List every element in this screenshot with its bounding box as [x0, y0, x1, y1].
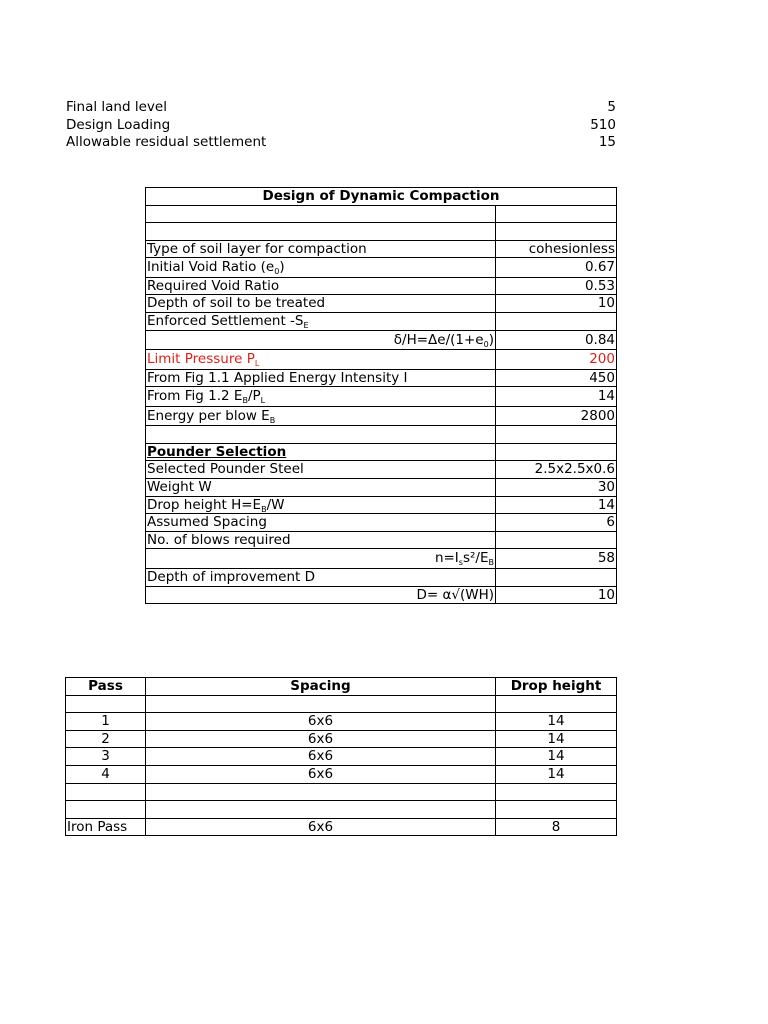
table-row — [146, 277, 617, 295]
energy-blow-label: Energy per blow $E_B$ — [146, 406, 496, 426]
pounder-steel-label: Selected Pounder Steel — [146, 461, 496, 479]
improvement-formula: D= α√(WH) — [146, 586, 496, 604]
table-row — [146, 313, 617, 331]
table-row — [146, 443, 617, 461]
table-row — [66, 748, 617, 766]
iron-pass-spacing: 6x6 — [146, 818, 496, 836]
table-row — [146, 295, 617, 313]
empty-row — [66, 783, 617, 801]
table-row — [146, 330, 617, 350]
depth-treated-label: Depth of soil to be treated — [146, 295, 496, 313]
table-row — [146, 387, 617, 407]
pass-spacing: 6x6 — [146, 765, 496, 783]
table-row — [146, 531, 617, 549]
energy-blow-value: 2800 — [496, 406, 617, 426]
empty-row — [66, 695, 617, 713]
enforced-settlement-label: Enforced Settlement $-S_E$ — [146, 313, 496, 331]
spacing-value: 6 — [496, 514, 617, 532]
empty-row — [146, 205, 617, 223]
spacing-label: Assumed Spacing — [146, 514, 496, 532]
pass-number: 1 — [66, 713, 146, 731]
pass-drop: 14 — [496, 713, 617, 731]
pass-spacing: 6x6 — [146, 730, 496, 748]
param-label: Final land level — [66, 99, 167, 115]
pounder-section-heading: Pounder Selection — [146, 443, 496, 461]
table-row — [146, 461, 617, 479]
soil-type-label: Type of soil layer for compaction — [146, 240, 496, 258]
pass-number: 3 — [66, 748, 146, 766]
table-row — [66, 713, 617, 731]
required-void-label: Required Void Ratio — [146, 277, 496, 295]
iron-pass-drop: 8 — [496, 818, 617, 836]
limit-pressure-label: Limit Pressure $P_L$ — [146, 350, 496, 370]
table-row — [146, 258, 617, 278]
empty-row — [146, 223, 617, 241]
improvement-label: Depth of improvement D — [146, 568, 496, 586]
passes-table — [65, 677, 617, 836]
improvement-value: 10 — [496, 586, 617, 604]
table-row — [146, 568, 617, 586]
fig12-label: From Fig 1.2 $E_B/P_L$ — [146, 387, 496, 407]
table-row — [66, 765, 617, 783]
energy-intensity-label: From Fig 1.1 Applied Energy Intensity I — [146, 369, 496, 387]
drop-height-label: Drop height $H=E_B/W$ — [146, 496, 496, 514]
depth-treated-value: 10 — [496, 295, 617, 313]
table-row — [146, 240, 617, 258]
table-row — [146, 350, 617, 370]
blows-value: 58 — [496, 549, 617, 569]
pounder-steel-value: 2.5x2.5x0.6 — [496, 461, 617, 479]
pass-spacing: 6x6 — [146, 713, 496, 731]
table-row — [146, 586, 617, 604]
pass-number: 4 — [66, 765, 146, 783]
pass-spacing: 6x6 — [146, 748, 496, 766]
blows-label: No. of blows required — [146, 531, 496, 549]
param-row-final-land-level — [66, 99, 616, 117]
blows-formula: $n=I_ss^2/E_B$ — [146, 549, 496, 569]
table-row — [146, 514, 617, 532]
delta-value: 0.84 — [496, 330, 617, 350]
header-drop-height: Drop height — [496, 678, 617, 696]
param-value: 510 — [590, 116, 616, 133]
table-row — [146, 369, 617, 387]
header-pass: Pass — [66, 678, 146, 696]
weight-value: 30 — [496, 479, 617, 497]
pass-drop: 14 — [496, 765, 617, 783]
passes-header-row — [66, 678, 617, 696]
soil-type-value: cohesionless — [496, 240, 617, 258]
pass-drop: 14 — [496, 748, 617, 766]
param-value: 5 — [607, 99, 616, 115]
initial-void-value: 0.67 — [496, 258, 617, 278]
table-row — [66, 818, 617, 836]
header-spacing: Spacing — [146, 678, 496, 696]
design-table-title: Design of Dynamic Compaction — [146, 188, 617, 206]
delta-formula: $\delta/H=\Delta e/(1+e_0)$ — [146, 330, 496, 350]
table-row — [146, 549, 617, 569]
table-row — [146, 496, 617, 514]
param-row-allowable-settlement — [66, 134, 616, 152]
energy-intensity-value: 450 — [496, 369, 617, 387]
drop-height-value: 14 — [496, 496, 617, 514]
empty-row — [66, 801, 617, 819]
table-row — [146, 479, 617, 497]
pass-number: 2 — [66, 730, 146, 748]
empty-row — [146, 426, 617, 444]
param-label: Design Loading — [66, 116, 171, 133]
weight-label: Weight W — [146, 479, 496, 497]
required-void-value: 0.53 — [496, 277, 617, 295]
table-row — [146, 406, 617, 426]
initial-void-label: Initial Void Ratio $(e_0)$ — [146, 258, 496, 278]
pass-drop: 14 — [496, 730, 617, 748]
param-label: Allowable residual settlement — [66, 134, 267, 151]
fig12-value: 14 — [496, 387, 617, 407]
param-value: 15 — [598, 134, 616, 151]
param-row-design-loading — [66, 117, 616, 135]
table-row — [66, 730, 617, 748]
parameters-block — [66, 99, 616, 152]
iron-pass-label: Iron Pass — [66, 818, 146, 836]
design-table — [145, 187, 617, 604]
limit-pressure-value: 200 — [496, 350, 617, 370]
